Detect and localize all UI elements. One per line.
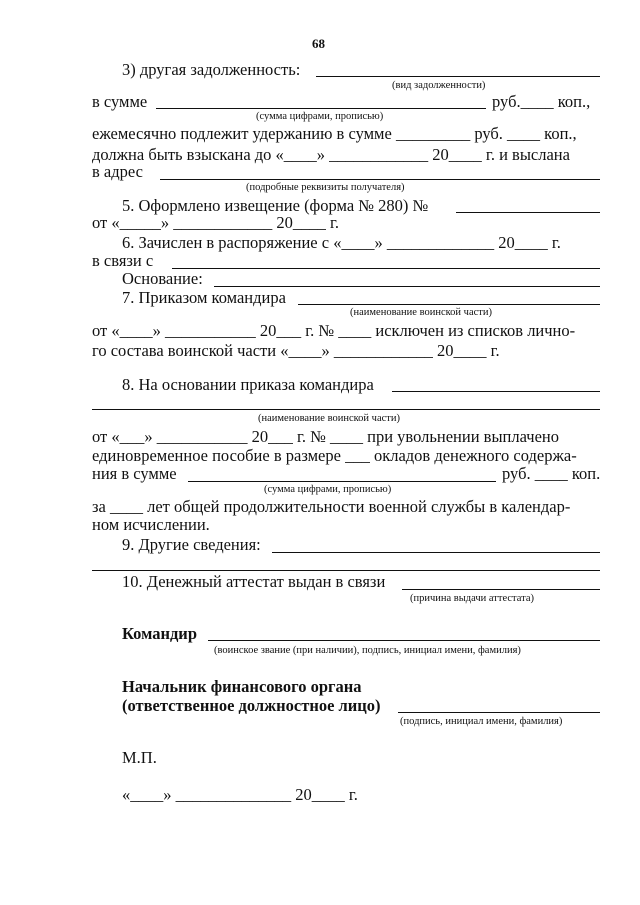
finance-head-line1: Начальник финансового органа [122, 677, 362, 696]
commander-label: Командир [122, 624, 197, 643]
other-info-line-2 [92, 570, 600, 571]
page-number: 68 [312, 36, 325, 51]
finance-hint: (подпись, инициал имени, фамилия) [400, 716, 563, 727]
debt-type-line [316, 76, 600, 77]
allowance-sum-line [188, 481, 496, 482]
item8-line6: ном исчислении. [92, 515, 210, 534]
issue-reason-line [402, 589, 600, 590]
issue-reason-hint: (причина выдачи аттестата) [410, 593, 535, 604]
item3-sum-prefix: в сумме [92, 92, 148, 111]
unit-name-line-7 [298, 304, 600, 305]
finance-signature-line [398, 712, 600, 713]
item7-line3: го состава воинской части «____» ____________ 20____ г. [92, 341, 500, 360]
unit-name-hint-7: (наименование воинской части) [350, 307, 492, 318]
debt-sum-hint: (сумма цифрами, прописью) [256, 111, 384, 122]
item3-address: в адрес [92, 162, 143, 181]
item8-line5: за ____ лет общей продолжительности военной службы в календар- [92, 497, 571, 516]
item10-label: 10. Денежный аттестат выдан в связи [122, 572, 386, 591]
basis-line [214, 286, 600, 287]
item3-sum-suffix: руб.____ коп., [492, 92, 591, 111]
item7-line2: от «____» ___________ 20___ г. № ____ исключен из списков лично- [92, 321, 576, 340]
item3-label: 3) другая задолженность: [122, 60, 301, 79]
address-line [160, 179, 600, 180]
item9-label: 9. Другие сведения: [122, 535, 261, 554]
item6-line1: 6. Зачислен в распоряжение с «____» _____________ 20____ г. [122, 233, 561, 252]
signing-date: «____» ______________ 20____ г. [122, 785, 358, 804]
item6-line2: в связи с [92, 251, 154, 270]
address-hint: (подробные реквизиты получателя) [246, 182, 405, 193]
allowance-sum-hint: (сумма цифрами, прописью) [264, 484, 392, 495]
notice-number-line [456, 212, 600, 213]
item8-line4-prefix: ния в сумме [92, 464, 177, 483]
item8-line3: единовременное пособие в размере ___ окладов денежного содержа- [92, 446, 577, 465]
unit-name-line-8 [92, 409, 600, 410]
item8-line2: от «___» ___________ 20___ г. № ____ при увольнении выплачено [92, 427, 559, 446]
item8-line4-suffix: руб. ____ коп. [502, 464, 601, 483]
stamp-place: М.П. [122, 748, 157, 767]
debt-type-hint: (вид задолженности) [392, 80, 486, 91]
unit-name-hint-8: (наименование воинской части) [258, 413, 400, 424]
reason-line [172, 268, 600, 269]
item7-line1: 7. Приказом командира [122, 288, 286, 307]
item5-line1: 5. Оформлено извещение (форма № 280) № [122, 196, 429, 215]
commander-order-line [392, 391, 600, 392]
finance-head-line2: (ответственное должностное лицо) [122, 696, 381, 715]
other-info-line [272, 552, 600, 553]
commander-signature-line [208, 640, 600, 641]
item3-collected: должна быть взыскана до «____» ____________ 20____ г. и выслана [92, 145, 570, 164]
item5-line2: от «_____» ____________ 20____ г. [92, 213, 340, 232]
commander-hint: (воинское звание (при наличии), подпись, инициал имени, фамилия) [214, 645, 521, 656]
item8-line1: 8. На основании приказа командира [122, 375, 374, 394]
item3-monthly: ежемесячно подлежит удержанию в сумме _________ руб. ____ коп., [92, 124, 577, 143]
item6-basis: Основание: [122, 269, 203, 288]
debt-sum-line [156, 108, 486, 109]
